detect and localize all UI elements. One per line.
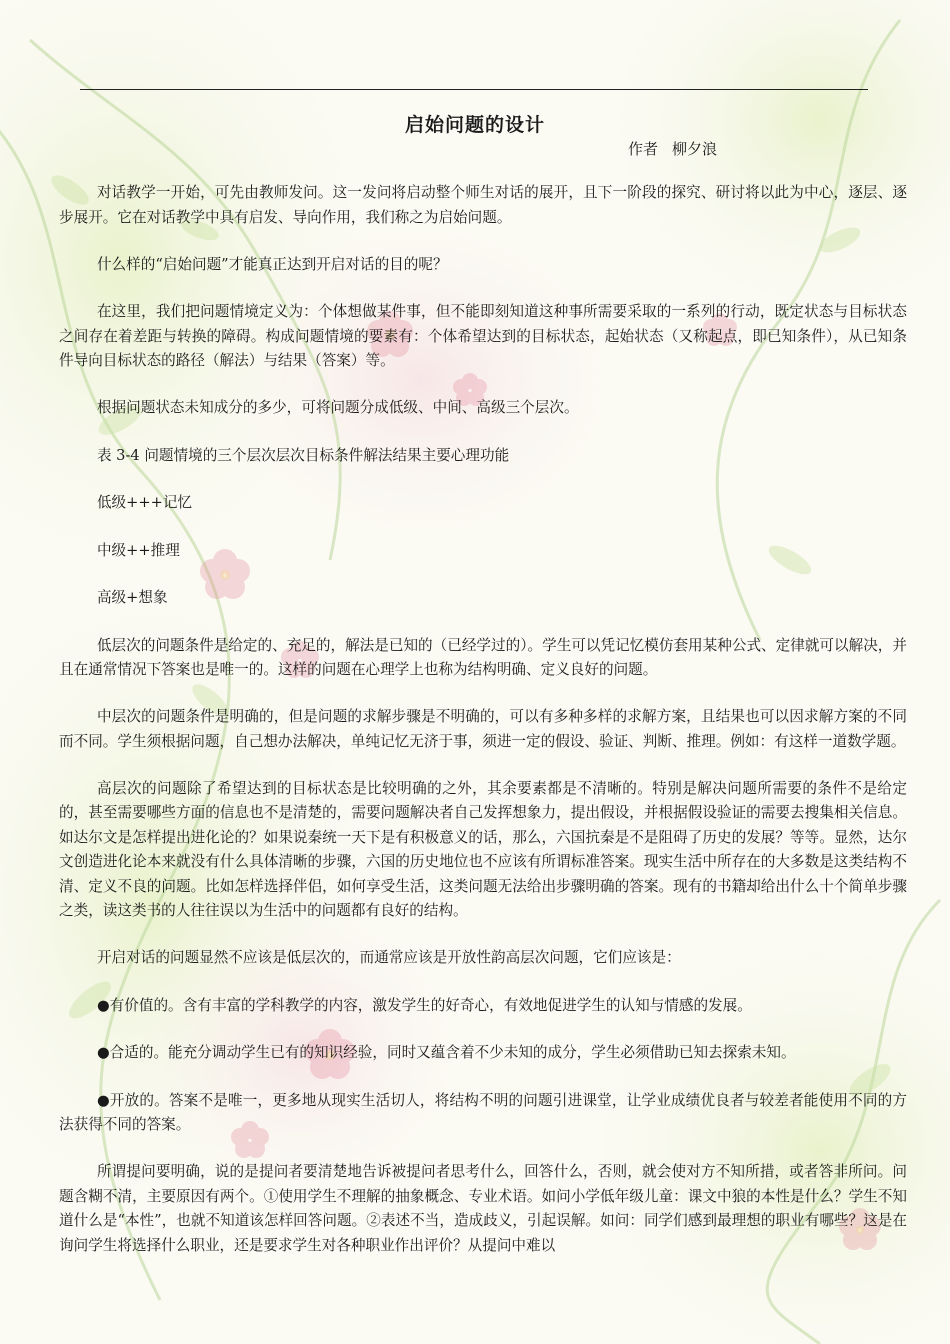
bullet-item: ●开放的。答案不是唯一，更多地从现实生活切人，将结构不明的问题引进课堂，让学业成绩优良者与较差者能使用不同的方法获得不同的答案。 <box>59 1091 907 1133</box>
paragraph: 中层次的问题条件是明确的，但是问题的求解步骤是不明确的，可以有多种多样的求解方案，且结果也可以因求解方案的不同而不同。学生须根据问题，自己想办法解决，单纯记忆无济于事，须进一定的假设、验证、判断、推理。例如：有这样一道数学题。 <box>59 708 907 750</box>
document-title: 启始问题的设计 <box>404 114 545 136</box>
table-caption: 表 3-4 问题情境的三个层次层次目标条件解法结果主要心理功能 <box>96 446 510 464</box>
paragraph: 所谓提问要明确，说的是提问者要清楚地告诉被提问者思考什么，回答什么，否则，就会使对方不知所措，或者答非所问。问题含糊不清，主要原因有两个。①使用学生不理解的抽象概念、专业术语。如问小学低年级儿童：课文中狼的本性是什么？学生不知道什么是“本性”，也就不知道该怎样回答问题。②表述不当，造成歧义，引起误解。如问：同学们感到最理想的职业有哪些？这是在询问学生将选择什么职业，还是要求学生对各种职业作出评价？从提问中难以 <box>59 1163 907 1254</box>
table-row-high: 高级+想象 <box>96 589 168 606</box>
table-row-mid: 中级++推理 <box>96 541 180 559</box>
paragraph: 对话教学一开始，可先由教师发问。这一发问将启动整个师生对话的展开，且下一阶段的探究、研讨将以此为中心，逐层、逐步展开。它在对话教学中具有启发、导向作用，我们称之为启始问题。 <box>59 184 907 226</box>
paragraph: 低层次的问题条件是给定的、充足的，解法是已知的（已经学过的）。学生可以凭记忆模仿套用某种公式、定律就可以解决，并且在通常情况下答案也是唯一的。这样的问题在心理学上也称为结构明确、定义良好的问题。 <box>59 636 907 678</box>
paragraph: 根据问题状态未知成分的多少，可将问题分成低级、中间、高级三个层次。 <box>96 399 579 416</box>
author-name: 柳夕浪 <box>672 140 718 158</box>
author-label: 作者 <box>628 140 659 158</box>
paragraph: 开启对话的问题显然不应该是低层次的，而通常应该是开放性韵高层次问题，它们应该是： <box>96 949 681 966</box>
table-row-low: 低级+++记忆 <box>96 494 193 511</box>
bullet-item: ●有价值的。含有丰富的学科教学的内容，激发学生的好奇心，有效地促进学生的认知与情感的发展。 <box>96 996 752 1014</box>
document-body <box>59 181 907 1281</box>
header-rule <box>80 89 868 90</box>
author-line <box>628 138 731 159</box>
bullet-item: ●合适的。能充分调动学生已有的知识经验，同时又蕴含着不少未知的成分，学生必须借助已知去探索未知。 <box>96 1044 796 1061</box>
paragraph: 什么样的“启始问题”才能真正达到开启对话的目的呢？ <box>96 255 448 273</box>
paragraph: 高层次的问题除了希望达到的目标状态是比较明确的之外，其余要素都是不清晰的。特别是解决问题所需要的条件不是给定的，甚至需要哪些方面的信息也不是清楚的，需要问题解决者自己发挥想象力，提出假设，并根据假设验证的需要去搜集相关信息。如达尔文是怎样提出进化论的？如果说秦统一天下是有积极意义的话，那么，六国抗秦是不是阻碍了历史的发展？等等。显然，达尔文创造进化论本来就没有什么具体清晰的步骤，六国的历史地位也不应该有所谓标准答案。现实生活中所存在的大多数是这类结构不清、定义不良的问题。比如怎样选择伴侣，如何享受生活，这类问题无法给出步骤明确的答案。现有的书籍却给出什么十个简单步骤之类，读这类书的人往往误以为生活中的问题都有良好的结构。 <box>59 779 907 919</box>
paragraph: 在这里，我们把问题情境定义为：个体想做某件事，但不能即刻知道这种事所需要采取的一系列的行动，既定状态与目标状态之间存在着差距与转换的障碍。构成问题情境的要素有：个体希望达到的目标状态，起始状态（又称起点，即已知条件），从已知条件导向目标状态的路径（解法）与结果（答案）等。 <box>59 303 907 369</box>
